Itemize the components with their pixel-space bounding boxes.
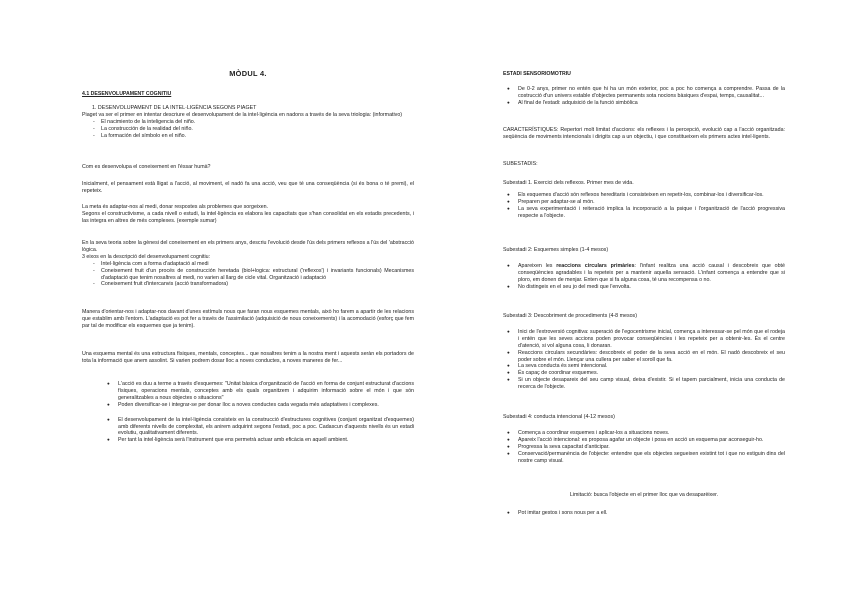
substage-2 <box>503 247 785 291</box>
list-item: ● L'acció es duu a terme a través d'esquemes: "Unitat bàsica d'organització de l'acció en forma de conjunt estructurat d'accions físiques, operacions mentals, conceptes amb els quals organitzem i adquirim informació sobre el món i que són generalitzables a nous objectes o situacions" <box>103 381 414 402</box>
list-item: ● És capaç de coordinar esquemes. <box>503 370 785 377</box>
list-item: ● Al final de l'estadi: adquisició de la funció simbòlica <box>503 100 785 107</box>
paragraph-text: Inicialment, el pensament està lligat a l'acció, al moviment, el nadó fa una acció, veu que té una conseqüència (si és bona o té premi), el repeteix. <box>82 181 414 194</box>
numbered-heading: 1. DESENVOLUPAMENT DE LA INTEL·LIGÈNCIA SEGONS PIAGET <box>92 105 257 111</box>
paragraph-4 <box>82 309 414 330</box>
limitation-note <box>503 492 785 499</box>
list-item: ● De 0-2 anys, primer no entén que hi ha un món exterior, poc a poc ho comença a comprendre. Passa de la costrucció d'un univers estable d'objectes permanents sota nocions bàsiques d'espai, temps, causalitat... <box>503 86 785 100</box>
substage-3 <box>503 313 785 391</box>
characteristics <box>503 127 785 141</box>
list-item: - La formación del símbolo en el niño. <box>82 133 414 140</box>
substage-title: Subestadi 1. Exercici dels reflexos. Primer mes de vida. <box>503 180 634 186</box>
substages-label <box>503 161 785 168</box>
list-item: ● Si un objecte desapareix del seu camp visual, deixa d'existir. Si el tapem parcialment, inicia una conducta de recerca de l'objecte. <box>503 377 785 391</box>
paragraph-1 <box>82 181 414 195</box>
question-text: Com es desenvolupa el coneixement en l'éssar humà? <box>82 164 211 170</box>
list-item: ● No distingeix en el seu jo del medi que l'envolta. <box>503 284 785 291</box>
paragraph-text: CARACTERÍSTIQUES: Repertori molt limitat d'accions: els reflexes i la percepció, evolució cap a l'acció organitzada: seqüència de moviments intencionals i dirigits cap a un objectiu, i que constitueixen els primers actes intel·ligents. <box>503 127 785 140</box>
substage-title: Subestadi 4: conducta intencional (4-12 mesos) <box>503 414 615 420</box>
list-item: ● La seva conducta és semi intencional. <box>503 363 785 370</box>
substage-title: Subestadi 2: Esquemes simples (1-4 mesos) <box>503 247 609 253</box>
question-line <box>82 164 414 171</box>
paragraph-text: Una esquema mental és una estructura físiques, mentals, conceptes... que nosaltres tenim a la nostra ment i aquests seràn els portadors de tota la informació que anem assolint. Si varien podrem dosar lloc a noves conductes, a noves maneres de fer... <box>82 351 414 364</box>
paragraph-text: La meta és adaptar-nos al medi, donar respostes als problemes que sorgeixen. <box>82 204 269 210</box>
list-item: - Coneixement fruit d'intercanvis (acció transformadora) <box>82 281 414 288</box>
paragraph-2 <box>82 204 414 225</box>
list-item: ● Inici de l'extroversió cognitiva: superació de l'egocentrisme inicial, comença a interessar-se pel món que el rodeja i entén que les seves accions poden provocar conseqüències i les repeteix per a obtenir-les. És el centre d'atenció, si vol alguna cosa, li donaran. <box>503 329 785 350</box>
paragraph-text: Manera d'orientar-nos i adaptar-nos davant d'unes estímuls nous que faran nous esquemes mentals, això ho farem a apartir de les relacions que establim amb l'entorn. L'adaptació es pot fer a través de l'assimilació (adquisició de nous coneixements) i la acomodació (esforç que fem par tal de modificar els esquemes que ja tenim). <box>82 309 414 329</box>
module-title: MÒDUL 4. <box>229 69 267 78</box>
text-run: : l'infant realitza una acció causal i descobreix que obté conseqüències agradables i la repeteix per a mantenir aquella sensació. L'infant comença a entendre que si ploro, em donen de menjar. Enten que si fa alguna cosa, té una recompensa o no. <box>518 262 785 283</box>
intro-list <box>82 119 414 140</box>
stage-intro-bullets <box>503 86 785 107</box>
paragraph-5 <box>82 351 414 365</box>
label-text: SUBESTADIS: <box>503 161 538 167</box>
last-bullet <box>503 510 785 517</box>
substage-4 <box>503 414 785 464</box>
list-item: ● Conservació/permanència de l'objecte: entendre que els objectes segueixen existint tot i que no estiguin dins del nostre camp visual. <box>503 451 785 465</box>
paragraph-text: Segons el constructivisme, a cada nivell o estudi, la intel·ligència es elabora les capacitats que s'han consolidat en els estadis precedents, i las integra en altres de més complexes. (exemple sumar) <box>82 210 414 224</box>
list-item: ● Apareix l'acció intencional: es proposa agafar un objecte i posa en acció un esquema par aconseguir-ho. <box>503 437 785 444</box>
stage-heading-text: ESTADI SENSORIOMOTRIU <box>503 71 571 77</box>
list-item: ● Per tant la intel·ligència serà l'instrument que ens permetrà actuar amb eficàcia en aquell ambient. <box>103 437 414 444</box>
intro-block <box>82 105 414 140</box>
paragraph-text: En la seva teoria sobre la gènesi del coneixement en els primers anys, descriu l'evolució desde l'ús dels primers reflexos a l'ús del 'abstracció lògica. <box>82 240 414 253</box>
list-item <box>503 263 785 284</box>
axes-list <box>82 261 414 289</box>
stage-heading <box>503 71 785 78</box>
section-heading <box>82 91 414 98</box>
list-item: ● El desenvolupament de la intel·ligència consisteix en la construcció d'estructures cognitives (conjunt organitzat d'esquemes) amb diferents nivells de complexitat, els anirem adquirint segons l'estadi, poc a poc. Cadascun d'aquests nivells és un estadi evolutiu, qualitativament diferents. <box>103 417 414 438</box>
paragraph-3 <box>82 240 414 288</box>
list-item: ● Pot imitar gestos i sons nous per a ell. <box>503 510 785 517</box>
section-heading-text: 4.1 DESENVOLUPAMENT COGNITIU <box>82 91 172 97</box>
list-item: ● Els esquemes d'acció són reflexos hereditaris i consisteixen en repetir-los, combinar-los i diversificar-los. <box>503 192 785 199</box>
bold-term: reaccions circulars primàries <box>556 262 635 269</box>
paragraph-text: 3 eixos en la descripció del desenvolupament cognitiu: <box>82 253 211 260</box>
list-item: - Coneixement fruit d'un procés de construcción heretada (biol+logica: estructural ('reflexos') i invariants funcionals) Mecanismes d'adaptació que tenim nosaltres al medi, no varien al llarg de cicle vital. Organització i adaptació <box>82 268 414 282</box>
schema-bullets <box>103 381 414 444</box>
list-item: ● Preparen per adaptar-se al món. <box>503 199 785 206</box>
text-run: Apareixen les <box>518 262 557 269</box>
list-item: ● La seva experimentació i reiteració implica la incorporació a la psique i l'organització de l'acció progressiva respecte a l'objecte. <box>503 206 785 220</box>
intro-paragraph: Piaget va ser el primer en intentar descriure el desenvolupament de la intel·ligència en nadons a través de la seva triologia: (informativo) <box>82 111 403 118</box>
list-item: - El nacimiento de la inteligencia del niño. <box>82 119 414 126</box>
list-item: - Intel·ligència com a forma d'adaptació al medi <box>82 261 414 268</box>
list-item: ● Reaccions circulars secundàries: descobreix el poder de la seva acció en el món. El nadó descobreix el seu poder sobre el món. Llençar una cullera per saber el soroll que fa. <box>503 350 785 364</box>
substage-title: Subestadi 3: Descobriment de procediments (4-8 mesos) <box>503 313 637 319</box>
paragraph-text: Limitació: busca l'objecte en el primer lloc que va desaparèixer. <box>569 492 719 498</box>
list-item: ● Progressa la seva capacitat d'anticipar. <box>503 444 785 451</box>
list-item: - La construcción de la realidad del niño. <box>82 126 414 133</box>
list-item: ● Comença a coordinar esquemes i aplicar-los a situacions noves. <box>503 430 785 437</box>
list-item: ● Poden diversificar-se i integrar-se per donar lloc a noves conductes cada vegada més adaptatives i complexes. <box>103 402 414 409</box>
substage-1 <box>503 180 785 220</box>
